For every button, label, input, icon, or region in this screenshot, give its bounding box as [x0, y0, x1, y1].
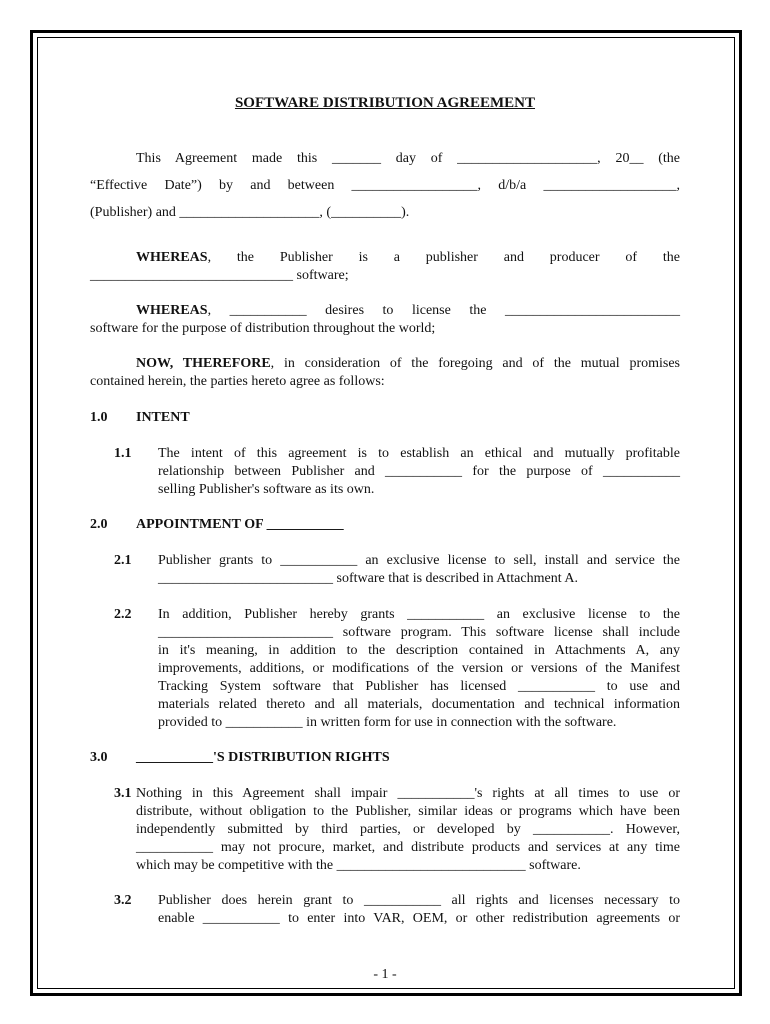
clause-2-1-line-2: _________________________ software that is described in Attachment A.	[158, 571, 578, 586]
clause-2-2-line-4: improvements, additions, or modifications of the version or versions of the Manifest	[158, 661, 680, 676]
section-2-number: 2.0	[90, 517, 108, 532]
whereas-2-keyword: WHEREAS	[136, 303, 208, 318]
clause-3-1-line-1: Nothing in this Agreement shall impair ___________'s rights at all times to use or	[136, 786, 680, 801]
clause-1-1-line-3: selling Publisher's software as its own.	[158, 482, 375, 497]
clause-2-2-line-3: in it's meaning, in addition to the description contained in Attachments A, any	[158, 643, 680, 658]
clause-2-2-line-5: Tracking System software that Publisher has licensed ___________ to use and	[158, 679, 680, 694]
page-number: - 1 -	[373, 967, 397, 982]
whereas-1-keyword: WHEREAS	[136, 250, 208, 265]
whereas-1-line-2: _____________________________ software;	[90, 268, 349, 283]
clause-3-1-line-2: distribute, without obligation to the Publisher, similar ideas or programs which have been	[136, 804, 680, 819]
now-therefore-keyword: NOW, THEREFORE	[136, 356, 271, 371]
clause-2-1-number: 2.1	[114, 553, 132, 568]
now-therefore-line-2: contained herein, the parties hereto agree as follows:	[90, 374, 385, 389]
section-3-heading: ___________'S DISTRIBUTION RIGHTS	[136, 750, 390, 765]
clause-2-2-line-6: materials related thereto and all materials, documentation and technical information	[158, 697, 680, 712]
section-1-heading: INTENT	[136, 410, 190, 425]
clause-3-1-number: 3.1	[114, 786, 132, 801]
intro-line-3: (Publisher) and ____________________, (__________).	[90, 205, 410, 220]
clause-3-1-line-5: which may be competitive with the ___________________________ software.	[136, 858, 581, 873]
section-3-number: 3.0	[90, 750, 108, 765]
intro-line-2: “Effective Date”) by and between __________________, d/b/a ___________________,	[90, 178, 680, 193]
clause-3-2-line-1: Publisher does herein grant to ___________ all rights and licenses necessary to	[158, 893, 680, 908]
clause-2-2-line-2: _________________________ software program. This software license shall include	[158, 625, 680, 640]
clause-2-2-number: 2.2	[114, 607, 132, 622]
clause-2-2-line-7: provided to ___________ in written form for use in connection with the software.	[158, 715, 617, 730]
whereas-2-text: , ___________ desires to license the _________________________	[207, 303, 680, 318]
whereas-1-text: , the Publisher is a publisher and producer of the	[207, 250, 680, 265]
document-title: SOFTWARE DISTRIBUTION AGREEMENT	[234, 95, 536, 111]
clause-3-2-line-2: enable ___________ to enter into VAR, OEM, or other redistribution agreements or	[158, 911, 680, 926]
clause-3-1-line-3: independently submitted by third parties, or developed by ___________. However,	[136, 822, 680, 837]
clause-1-1-number: 1.1	[114, 446, 132, 461]
whereas-2-line-2: software for the purpose of distribution throughout the world;	[90, 321, 436, 336]
now-therefore-line-1	[136, 355, 680, 373]
whereas-1-line-1	[136, 249, 680, 267]
whereas-2-line-1	[136, 302, 680, 320]
clause-2-1-line-1: Publisher grants to ___________ an exclusive license to sell, install and service the	[158, 553, 680, 568]
clause-2-2-line-1: In addition, Publisher hereby grants ___________ an exclusive license to the	[158, 607, 680, 622]
clause-3-2-number: 3.2	[114, 893, 132, 908]
clause-1-1-line-1: The intent of this agreement is to establish an ethical and mutually profitable	[158, 446, 680, 461]
now-therefore-text: , in consideration of the foregoing and of the mutual promises	[270, 356, 681, 371]
section-2-heading: APPOINTMENT OF ___________	[136, 517, 344, 532]
intro-line-1: This Agreement made this _______ day of ____________________, 20__ (the	[136, 151, 680, 166]
clause-1-1-line-2: relationship between Publisher and ___________ for the purpose of ___________	[158, 464, 680, 479]
section-1-number: 1.0	[90, 410, 108, 425]
clause-3-1-line-4: ___________ may not procure, market, and distribute products and services at any time	[136, 840, 680, 855]
